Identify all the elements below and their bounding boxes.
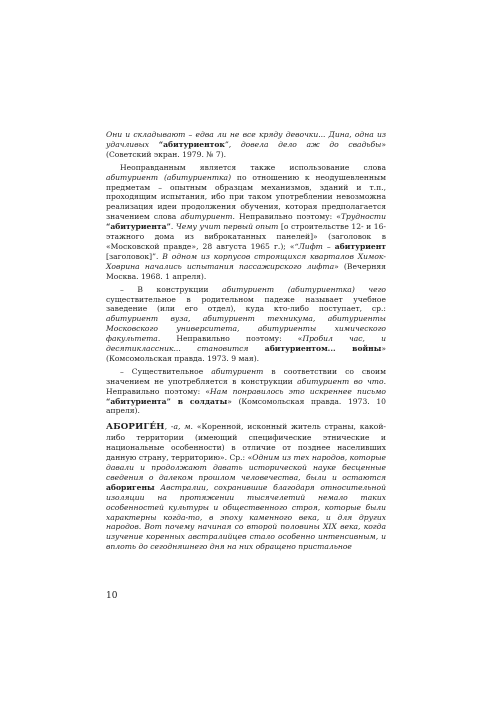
text-run: » (Вечерняя Москва. 1968. 1 апреля). [106, 261, 386, 281]
entry-grammar: , -а, м. [164, 422, 193, 432]
text-run: в соответствии со своим значением не употребляется в конструкции [106, 366, 386, 386]
text-run: [о строительстве 12- и 16-этажного дома из виброкатанных панелей]» (заголовок в «Московской правде», 28 августа 1965 г.); « [106, 222, 386, 251]
text-run: Пробил час, и десятиклассник... становится [106, 334, 386, 354]
text-run: “абитуриента” в солдаты [106, 396, 228, 406]
text-run: . Неправильно поэтому: « [157, 334, 303, 344]
text-run: абитуриентом... войны [264, 344, 382, 354]
text-run: по отношению к неодушевленным предметам – опытным образцам механизмов, зданий и т.п., проходящим испытания, ибо при таком употреблении невозможна реализация идеи продолжения обучения, которая предполагается значением слова [106, 172, 386, 222]
text-run: абитуриент [334, 241, 386, 251]
text-run: “абитуриенток [158, 139, 225, 149]
paragraph [106, 130, 386, 160]
text-run: » (Комсомольская правда. 1973. 9 мая). [106, 344, 386, 363]
dictionary-entry [106, 422, 386, 552]
entry-body [106, 422, 386, 551]
text-run: Неоправданным является также использование слова [120, 162, 386, 172]
text-run: . Неправильно поэтому: « [106, 376, 386, 396]
text-run: – Существительное [120, 366, 212, 376]
text-run: Они и складывают – едва ли не все кряду девочки... Дина, одна из удачливых [106, 130, 386, 149]
text-run: . Неправильно поэтому: « [232, 212, 341, 222]
page-number: 10 [106, 591, 118, 601]
text-run: абитуриент вуза, абитуриент техникума, абитуриенты Московского университета, абитуриенты химического факультета [106, 314, 386, 344]
paragraph-list [106, 130, 386, 416]
text-run: «Коренной, исконный житель страны, какой-либо территории (имеющий специфические этнические и национальные особенности) в отличие от позднее населивших данную страну, территорию». Ср.: « [106, 422, 386, 463]
entry-headword: АБОРИГЕ́Н [106, 422, 165, 433]
paragraph [106, 367, 386, 417]
paragraph [106, 163, 386, 282]
text-run: абитуриент (абитуриентка) чего [222, 284, 386, 294]
text-run: абитуриент (абитуриентка) [106, 172, 232, 182]
paragraph [106, 285, 386, 364]
text-run: – В конструкции [120, 284, 223, 294]
text-run: “абитуриента” [106, 222, 171, 232]
text-run: “Лифт – [294, 241, 335, 251]
text-run: ”, довела дело аж до свадьбы [224, 139, 382, 149]
text-run: Австралии, сохранившие благодаря относительной изоляции на протяжении тысячелетий немало таких особенностей культуры и общественного строя, которые были характерны когда-то, в эпоху каменного века, и для других народов. Вот почему начиная со второй половины XIX века, когда изучение коренных австралийцев стало особенно интенсивным, и вплоть до сегодняшнего дня на них обращено пристальное [106, 482, 386, 552]
text-run: аборигены [106, 482, 155, 492]
text-run: В одном из корпусов строящихся кварталов Химок-Ховрина начались испытания пассажирского лифта [106, 251, 386, 271]
page-body [106, 130, 386, 555]
text-run: » (Комсомольская правда. 1973. 10 апреля). [106, 396, 386, 416]
text-run: абитуриент [180, 212, 233, 222]
text-run: Трудности [340, 212, 386, 222]
text-run: . Чему учит первый опыт [170, 222, 279, 232]
text-run: Одним из тех народов, которые давали и продолжают давать исторической науке бесценные сведения о далеком прошлом человечества, были и остаются [106, 453, 386, 482]
text-run: Нам понравилось это искреннее письмо [210, 386, 386, 396]
text-run: абитуриент [211, 366, 264, 376]
text-run: [заголовок]”. [106, 251, 163, 261]
text-run: абитуриент во что [297, 376, 384, 386]
text-run: существительное в родительном падеже называет учебное заведение (или его отдел), куда кто-либо поступает, ср.: [106, 294, 386, 314]
text-run: » (Советский экран. 1979. № 7). [106, 139, 386, 159]
